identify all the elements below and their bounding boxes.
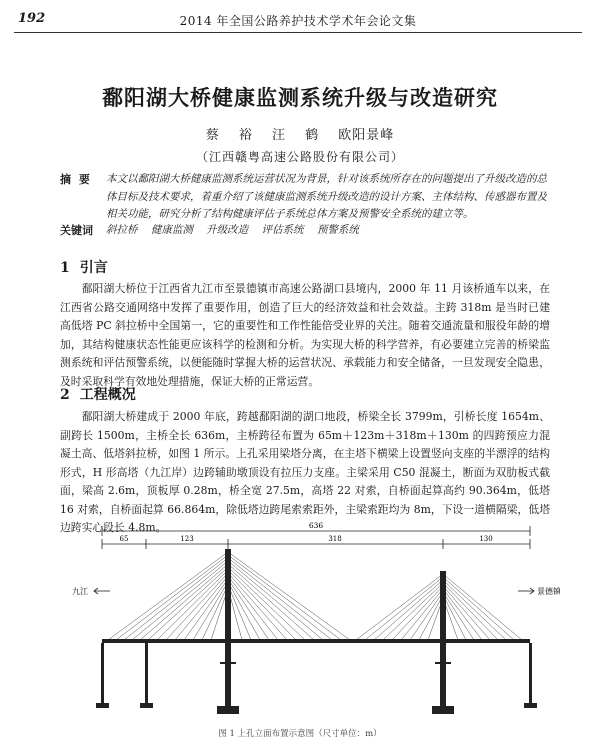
abstract-label: 摘 要 [60, 173, 92, 186]
section-heading-1 [60, 257, 108, 277]
affiliation: （江西赣粤高速公路股份有限公司） [195, 150, 404, 164]
keywords-text: 斜拉桥 健康监测 升级改造 评估系统 预警系统 [106, 224, 359, 236]
running-title: 2014 年全国公路养护技术学术年会论文集 [179, 14, 417, 28]
section-paragraph-2: 鄱阳湖大桥建成于 2000 年底，跨越鄱阳湖的湖口地段，桥梁全长 3799m，引桥长度 1654m、副跨长 1500m，主桥全长 636m，主桥跨径布置为 65m＋123m＋318m＋130m 的四跨预应力混凝土高、低塔斜拉桥，如图 1 所示。上孔采用梁塔分离，在主塔下横梁上设置竖向支座的半漂浮的结构形式，H 形高塔（九江岸）边跨辅助墩顶设有拉压力支座。主梁采用 C50 混凝土，断面为双肋板式截面，梁高 2.6m，顶板厚 0.28m，桥全宽 27.5m，高塔 22 对索，自桥面起算高约 90.364m，低塔 16 对索，自桥面起算 66.864m，除低塔边跨尾索索距外，主梁索距均为 8m，下设一道横隔梁，低塔边跨实心段长 4.8m。 [60, 410, 550, 534]
section-title: 引言 [79, 260, 108, 276]
section-number: 1 [60, 260, 70, 276]
keywords-label: 关键词 [60, 224, 93, 237]
section-number: 2 [60, 387, 70, 403]
span-label-4: 130 [479, 535, 493, 543]
section-heading-2 [60, 384, 136, 404]
piers [96, 643, 537, 708]
keywords [60, 222, 552, 237]
running-header [14, 10, 582, 33]
figure-caption: 图 1 上孔立面布置示意图（尺寸单位：m） [218, 729, 382, 739]
authors: 蔡 裕 汪 鹤 欧阳景峰 [205, 128, 395, 143]
bridge-elevation-drawing [60, 522, 560, 727]
low-tower-cables [356, 574, 522, 640]
page-number: 192 [18, 11, 46, 26]
span-label-2: 123 [180, 535, 194, 543]
bridge-elevation-figure [60, 522, 560, 727]
abstract-text: 本文以鄱阳湖大桥健康监测系统运营状况为背景，针对该系统所存在的问题提出了升级改造的总体目标及技术要求，着重介绍了该健康监测系统升级改造的设计方案、主体结构、传感器布置及相关功能，研究分析了结构健康评估子系统总体方案及预警安全系统的建立等。 [106, 173, 547, 220]
paper-title: 鄱阳湖大桥健康监测系统升级与改造研究 [102, 85, 498, 110]
direction-right-label: 景德镇 [537, 587, 560, 596]
bridge-deck [102, 639, 530, 643]
section-paragraph-1: 鄱阳湖大桥位于江西省九江市至景德镇市高速公路湖口县境内，2000 年 11 月该桥通车以来，在江西省公路交通网络中发挥了重要作用，创造了巨大的经济效益和社会效益。主跨 318m 是当时已建高低塔 PC 斜拉桥中全国第一，它的重要性和工作性能倍受业界的关注。随着交通流量和服役年龄的增加，其结构健康状态性能更应该科学的检测和分析。为实现大桥的科学营养，有必要建立完善的桥梁监测系统和评估预警系统，以便能随时掌握大桥的运营状况、承载能力和安全储备，一旦发现安全隐患，及时采取科学有效地处理措施，保证大桥的正常运营。 [60, 282, 550, 388]
total-length-label: 636 [308, 522, 324, 530]
direction-left-label: 九江 [72, 587, 88, 596]
span-label-1: 65 [119, 535, 129, 543]
section-title: 工程概况 [79, 387, 136, 403]
abstract [60, 171, 552, 224]
span-label-3: 318 [328, 535, 342, 543]
